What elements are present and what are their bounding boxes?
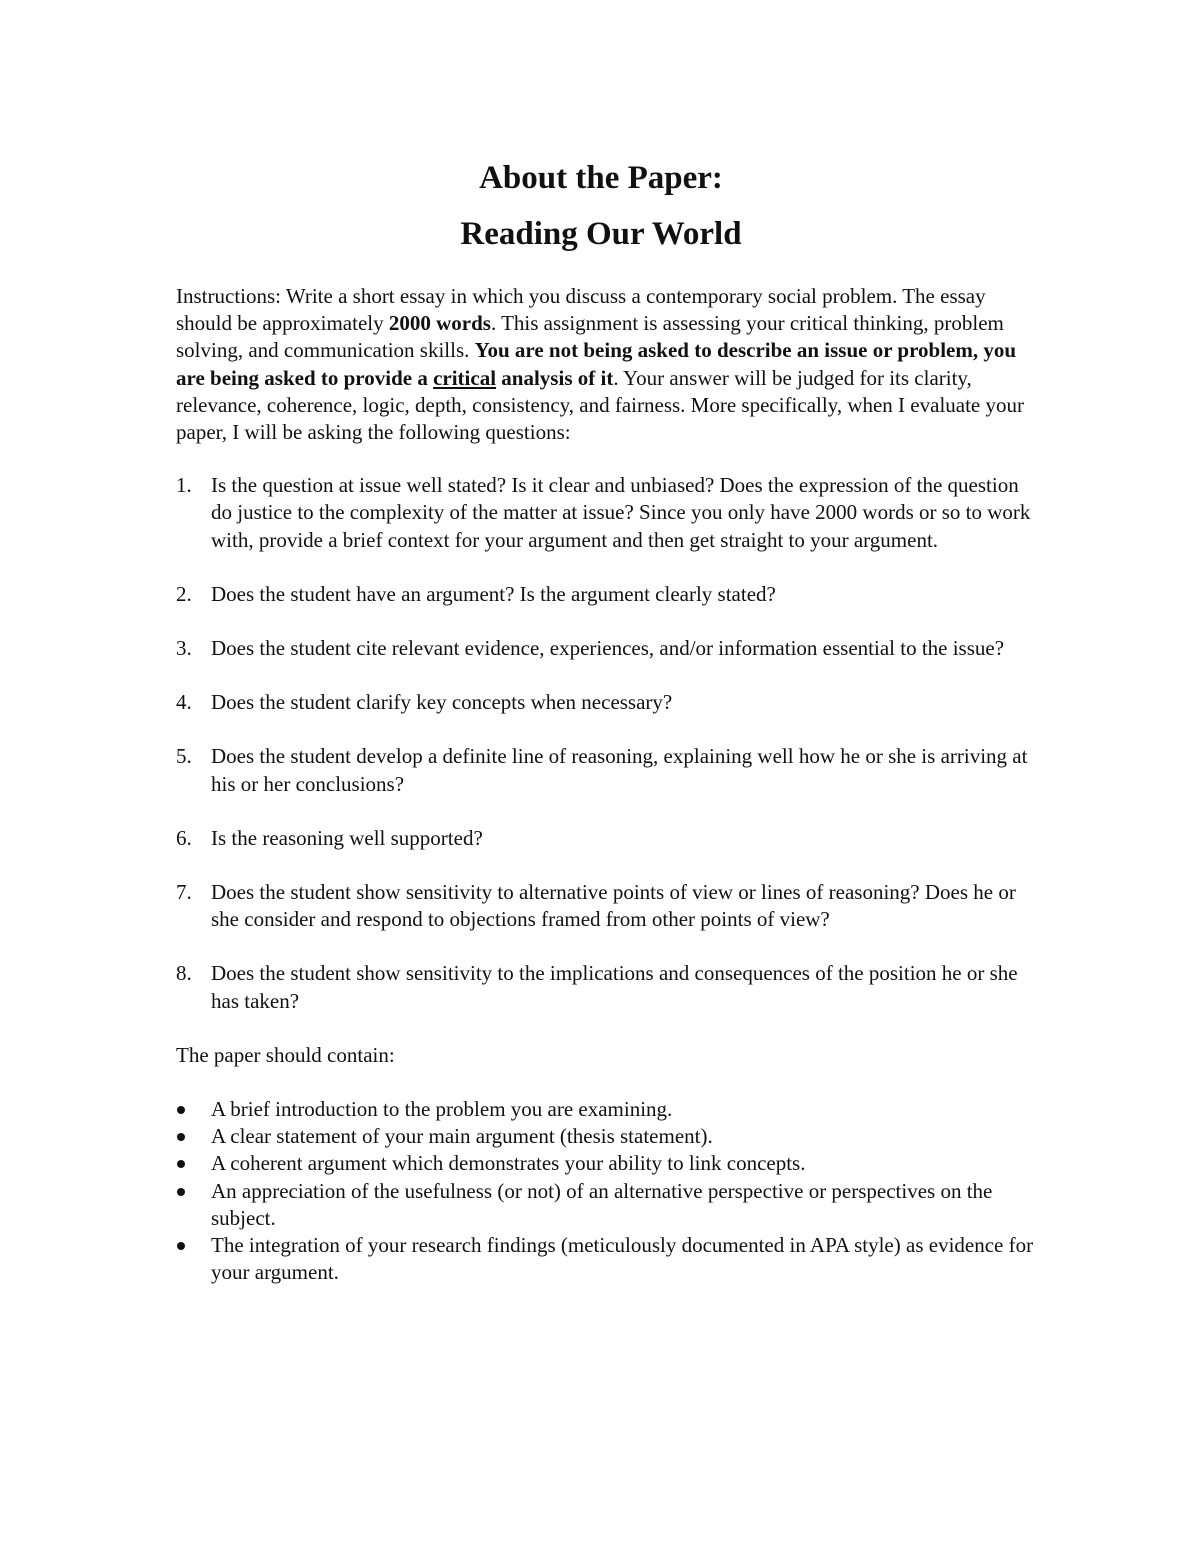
- instructions-text-2: . This assignment is assessing your critical thinking, problem solving, and communication skills.: [176, 311, 1004, 363]
- list-item: [176, 743, 1036, 797]
- question-number: 2.: [176, 581, 192, 606]
- question-text: Does the student show sensitivity to alternative points of view or lines of reasoning? Does he or she consider and respond to objections framed from other points of view?: [211, 880, 1016, 932]
- instructions-text-1: Instructions: Write a short essay in which you discuss a contemporary social problem. The essay should be approximately: [176, 284, 986, 336]
- bullet-text: A coherent argument which demonstrates your ability to link concepts.: [211, 1151, 806, 1176]
- bullet-text: The integration of your research findings (meticulously documented in APA style) as evidence for your argument.: [211, 1233, 1034, 1285]
- bullet-text: A clear statement of your main argument (thesis statement).: [211, 1124, 713, 1149]
- list-item: [176, 960, 1036, 1014]
- question-text: Does the student cite relevant evidence, experiences, and/or information essential to the issue?: [211, 636, 1005, 661]
- question-number: 5.: [176, 744, 192, 769]
- bullet-icon: [177, 1242, 185, 1250]
- list-item: [176, 635, 1036, 662]
- question-text: Is the reasoning well supported?: [211, 825, 483, 850]
- instructions-text-3: . Your answer will be judged for its clarity, relevance, coherence, logic, depth, consistency, and fairness. More specifically, when I evaluate your paper, I will be asking the following questions:: [176, 365, 1024, 445]
- question-number: 6.: [176, 825, 192, 850]
- list-item: [176, 1150, 1036, 1177]
- list-item: [176, 825, 1036, 852]
- list-item: [176, 689, 1036, 716]
- bullet-icon: [177, 1160, 185, 1168]
- requirements-list: [176, 1096, 1036, 1286]
- emphasis-text-a: You are not being asked to describe an issue or problem, you are being asked to provide a: [176, 338, 1017, 390]
- page-subtitle: Reading Our World: [460, 216, 742, 252]
- question-text: Does the student have an argument? Is the argument clearly stated?: [211, 581, 776, 606]
- bullet-text: A brief introduction to the problem you are examining.: [211, 1097, 673, 1122]
- list-item: [176, 1096, 1036, 1123]
- contain-heading: The paper should contain:: [176, 1042, 395, 1067]
- bullet-icon: [177, 1188, 185, 1196]
- question-text: Does the student clarify key concepts when necessary?: [211, 690, 673, 715]
- bullet-icon: [177, 1106, 185, 1114]
- bullet-text: An appreciation of the usefulness (or not) of an alternative perspective or perspectives on the subject.: [211, 1178, 993, 1230]
- emphasis-critical: critical: [433, 365, 497, 390]
- list-item: [176, 879, 1036, 933]
- list-item: [176, 1178, 1036, 1232]
- instructions-paragraph: [176, 283, 1036, 446]
- questions-list: [176, 472, 1036, 1015]
- question-text: Does the student develop a definite line of reasoning, explaining well how he or she is arriving at his or her conclusions?: [211, 744, 1028, 796]
- question-number: 1.: [176, 473, 192, 498]
- question-text: Is the question at issue well stated? Is it clear and unbiased? Does the expression of the question do justice to the complexity of the matter at issue? Since you only have 2000 words or so to work with, provide a brief context for your argument and then get straight to your argument.: [211, 473, 1031, 552]
- list-item: [176, 1232, 1036, 1286]
- question-text: Does the student show sensitivity to the implications and consequences of the position he or she has taken?: [211, 961, 1018, 1013]
- word-count: 2000 words: [388, 311, 491, 336]
- page-title: About the Paper:: [479, 160, 723, 196]
- list-item: [176, 581, 1036, 608]
- list-item: [176, 472, 1036, 554]
- emphasis-text-b: analysis of it: [496, 365, 614, 390]
- question-number: 8.: [176, 961, 192, 986]
- list-item: [176, 1123, 1036, 1150]
- question-number: 4.: [176, 690, 192, 715]
- question-number: 7.: [176, 880, 192, 905]
- document-page: [176, 158, 1036, 1286]
- question-number: 3.: [176, 636, 192, 661]
- bullet-icon: [177, 1133, 185, 1141]
